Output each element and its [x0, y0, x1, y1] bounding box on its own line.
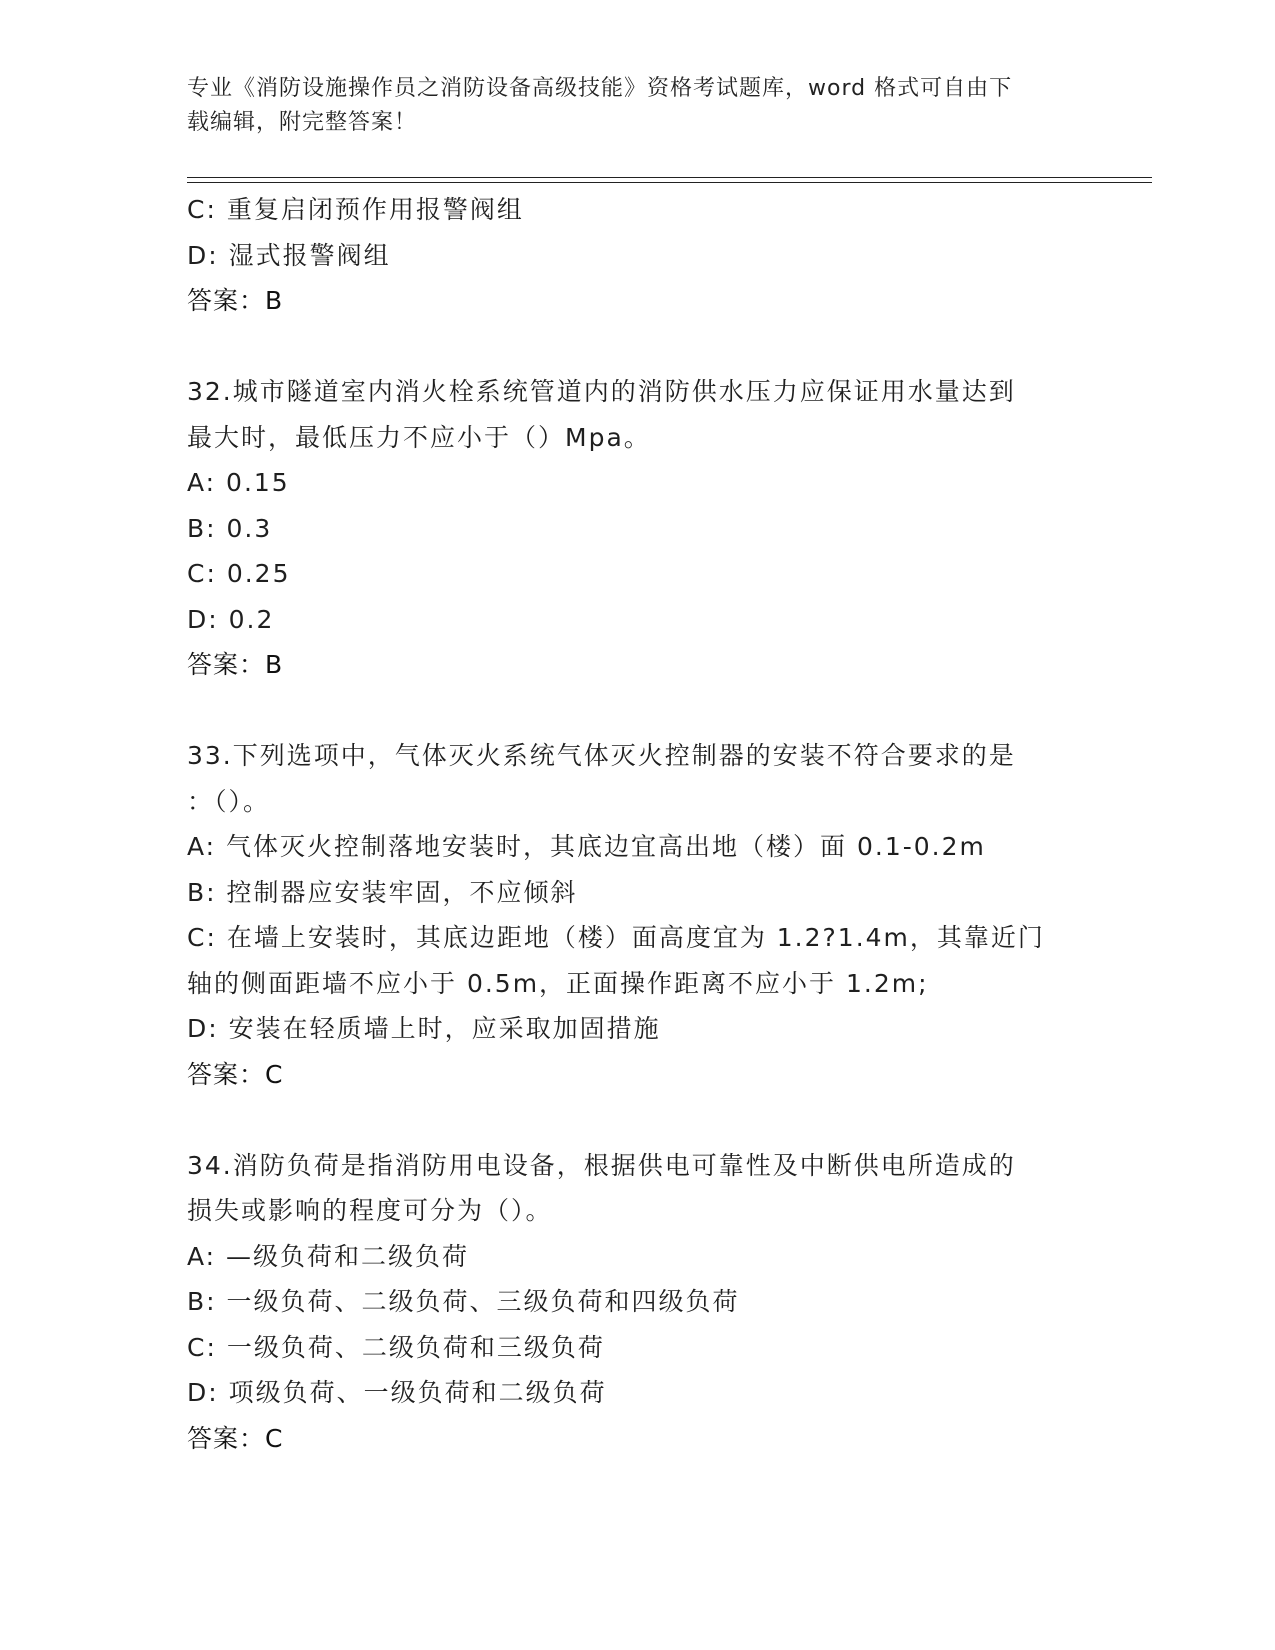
q32-stem-line-2: 最大时，最低压力不应小于（）Mpa。 — [187, 422, 651, 452]
header-line-1: 专业《消防设施操作员之消防设备高级技能》资格考试题库，word 格式可自由下 — [187, 76, 1013, 101]
q34-option-b: B: 一级负荷、二级负荷、三级负荷和四级负荷 — [187, 1287, 740, 1316]
q34-stem-line-2: 损失或影响的程度可分为（）。 — [187, 1196, 553, 1225]
q34-answer: 答案：C — [187, 1423, 284, 1453]
header-line-2: 载编辑，附完整答案！ — [187, 110, 418, 135]
q32-answer: 答案：B — [187, 650, 284, 679]
prev-option-d: D: 湿式报警阀组 — [187, 240, 391, 270]
spacer — [187, 688, 1087, 734]
prev-option-c: C: 重复启闭预作用报警阀组 — [187, 195, 524, 224]
q32-option-d: D: 0.2 — [187, 604, 275, 634]
header-divider-bottom — [187, 182, 1152, 183]
q33-option-d: D: 安装在轻质墙上时，应采取加固措施 — [187, 1014, 661, 1043]
q34-option-a: A: —级负荷和二级负荷 — [187, 1241, 470, 1271]
q33-answer: 答案：C — [187, 1059, 284, 1089]
q32-option-a: A: 0.15 — [187, 468, 290, 497]
q33-option-c-line-1: C: 在墙上安装时，其底边距地（楼）面高度宜为 1.2?1.4m，其靠近门 — [187, 923, 1045, 952]
prev-answer: 答案：B — [187, 286, 284, 315]
q34-stem-line-1: 34.消防负荷是指消防用电设备，根据供电可靠性及中断供电所造成的 — [187, 1150, 1016, 1180]
q33-option-c-line-2: 轴的侧面距墙不应小于 0.5m，正面操作距离不应小于 1.2m; — [187, 968, 929, 998]
spacer — [187, 324, 1087, 370]
q34-option-d: D: 项级负荷、一级负荷和二级负荷 — [187, 1378, 607, 1407]
q33-option-a: A: 气体灭火控制落地安装时，其底边宜高出地（楼）面 0.1-0.2m — [187, 832, 986, 861]
header-divider-top — [187, 177, 1152, 178]
spacer — [187, 1097, 1087, 1143]
q33-option-b: B: 控制器应安装牢固，不应倾斜 — [187, 877, 578, 907]
q32-option-b: B: 0.3 — [187, 513, 273, 543]
page-header — [187, 72, 1067, 140]
q34-option-c: C: 一级负荷、二级负荷和三级负荷 — [187, 1332, 605, 1362]
q33-stem-line-2: ：（）。 — [187, 786, 271, 816]
q32-stem-line-1: 32.城市隧道室内消火栓系统管道内的消防供水压力应保证用水量达到 — [187, 377, 1016, 406]
q32-option-c: C: 0.25 — [187, 559, 291, 588]
question-content — [187, 187, 1087, 1461]
q33-stem-line-1: 33.下列选项中，气体灭火系统气体灭火控制器的安装不符合要求的是 — [187, 741, 1016, 770]
